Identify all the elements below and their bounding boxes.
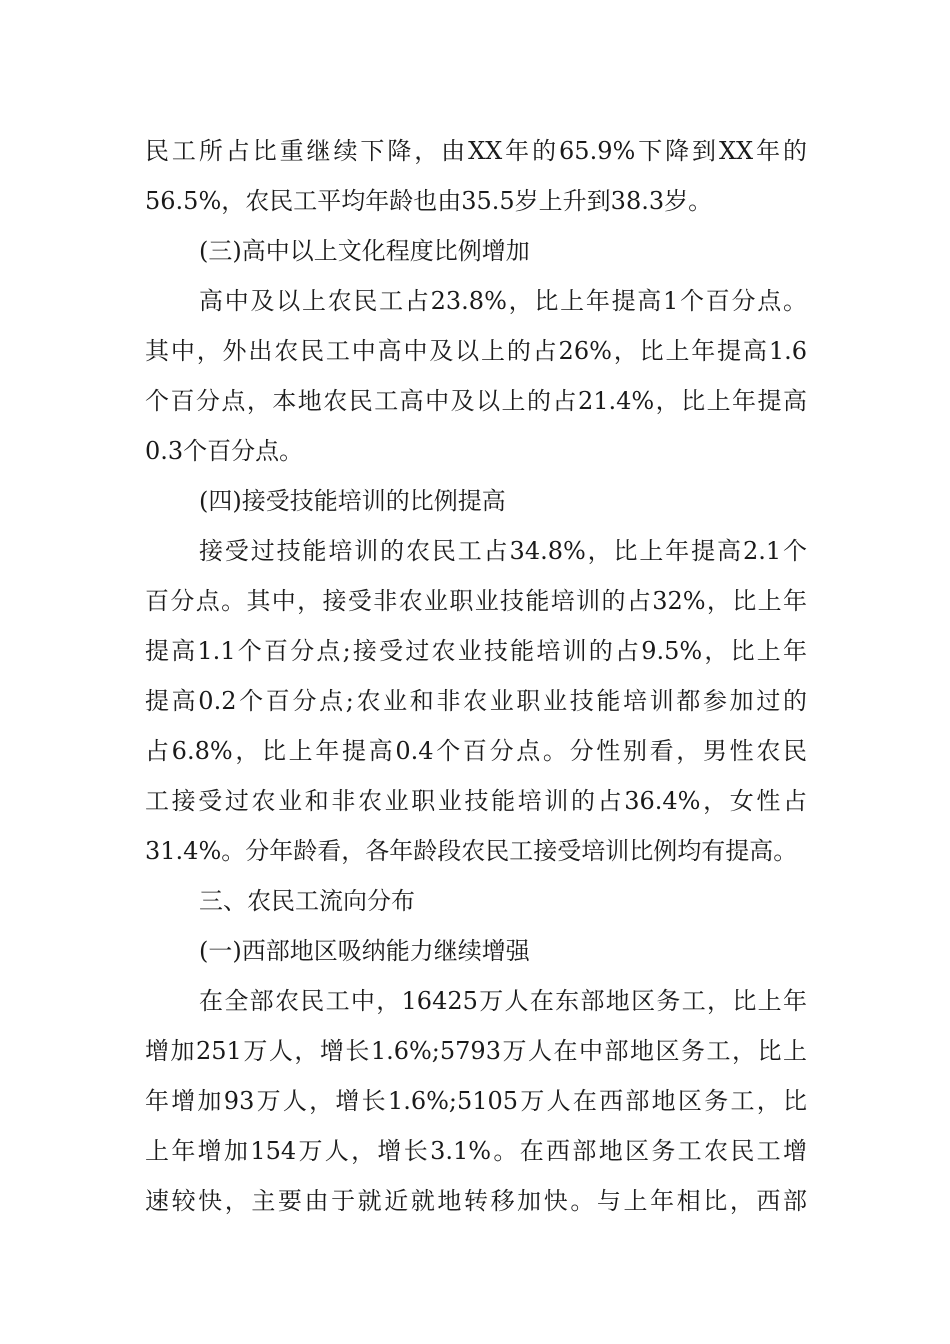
text-line: 上年增加154万人，增长3.1%。在西部地区务工农民工增 <box>145 1137 807 1165</box>
section-heading: (一)西部地区吸纳能力继续增强 <box>199 937 530 965</box>
document-body <box>145 126 807 1226</box>
paragraph-first-line: 接受过技能培训的农民工占34.8%，比上年提高2.1个 <box>199 537 807 565</box>
text-line: 31.4%。分年龄看，各年龄段农民工接受培训比例均有提高。 <box>145 837 798 865</box>
text-line: 提高1.1个百分点;接受过农业技能培训的占9.5%，比上年 <box>145 637 807 665</box>
paragraph-first-line: 高中及以上农民工占23.8%，比上年提高1个百分点。 <box>199 287 807 315</box>
text-line: 其中，外出农民工中高中及以上的占26%，比上年提高1.6 <box>145 337 807 365</box>
text-line: 百分点。其中，接受非农业职业技能培训的占32%，比上年 <box>145 587 807 615</box>
paragraph-first-line: 在全部农民工中，16425万人在东部地区务工，比上年 <box>199 987 807 1015</box>
section-heading: (三)高中以上文化程度比例增加 <box>199 237 530 265</box>
text-line: 工接受过农业和非农业职业技能培训的占36.4%，女性占 <box>145 787 807 815</box>
text-line: 56.5%，农民工平均年龄也由35.5岁上升到38.3岁。 <box>145 187 713 215</box>
text-line: 占6.8%，比上年提高0.4个百分点。分性别看，男性农民 <box>145 737 807 765</box>
text-line: 年增加93万人，增长1.6%;5105万人在西部地区务工，比 <box>145 1087 807 1115</box>
text-line: 民工所占比重继续下降，由XX年的65.9%下降到XX年的 <box>145 137 807 165</box>
text-line: 0.3个百分点。 <box>145 437 304 465</box>
section-heading: 三、农民工流向分布 <box>199 887 415 915</box>
section-heading: (四)接受技能培训的比例提高 <box>199 487 506 515</box>
text-line: 个百分点，本地农民工高中及以上的占21.4%，比上年提高 <box>145 387 807 415</box>
text-line: 增加251万人，增长1.6%;5793万人在中部地区务工，比上 <box>145 1037 807 1065</box>
text-line: 速较快，主要由于就近就地转移加快。与上年相比，西部 <box>145 1187 807 1215</box>
text-line: 提高0.2个百分点;农业和非农业职业技能培训都参加过的 <box>145 687 807 715</box>
